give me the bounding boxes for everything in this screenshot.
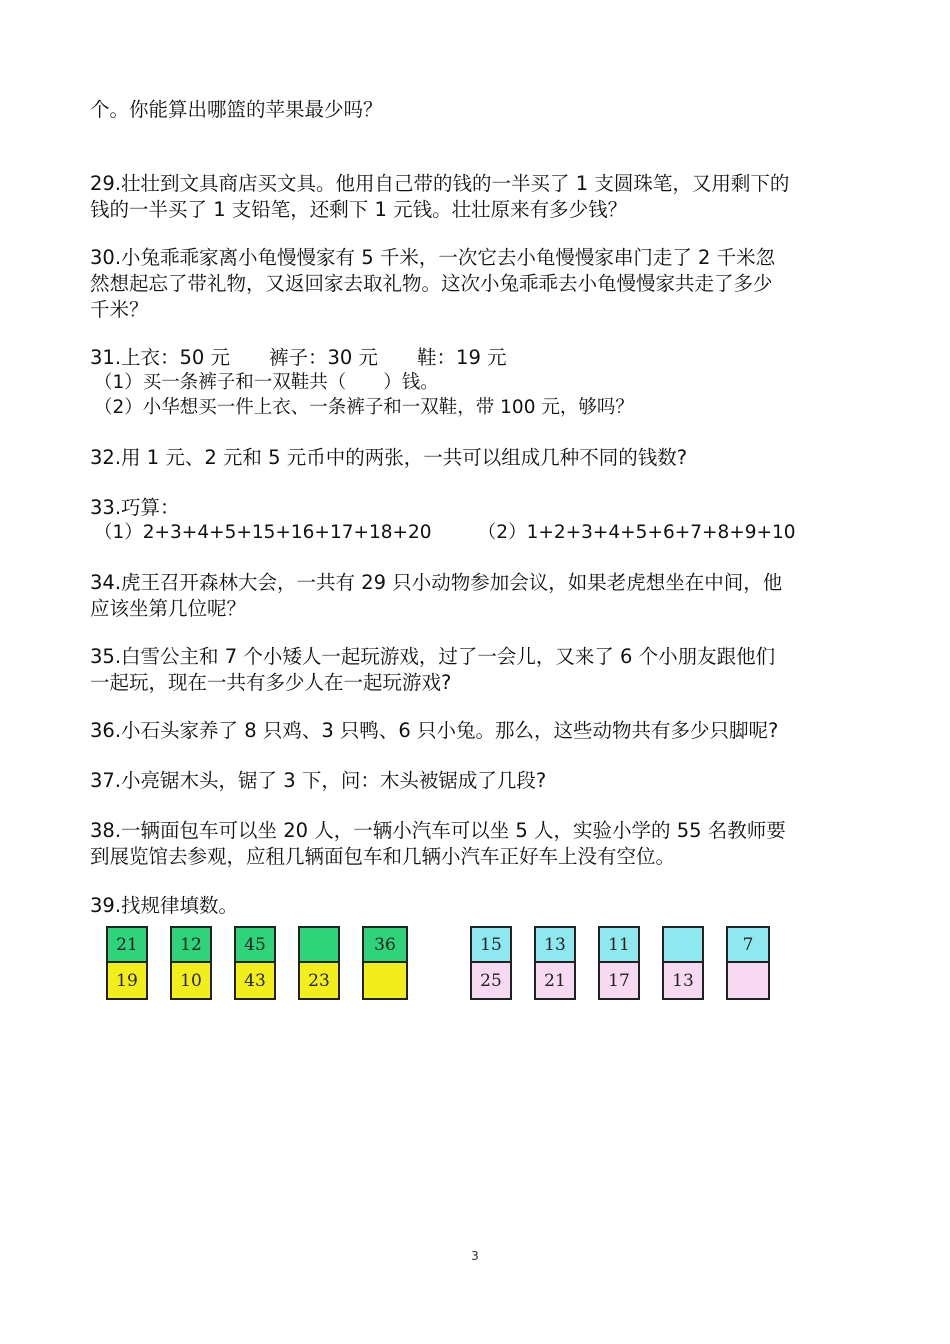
card-top-number: 15 xyxy=(472,928,510,963)
card-top-blank[interactable] xyxy=(300,928,338,963)
number-card xyxy=(470,926,512,1000)
text-line-q29-a: 29.壮壮到文具商店买文具。他用自己带的钱的一半买了 1 支圆珠笔，又用剩下的 xyxy=(90,172,790,195)
card-bottom-number: 17 xyxy=(600,963,638,998)
card-top-number: 11 xyxy=(600,928,638,963)
number-card xyxy=(298,926,340,1000)
pattern-cards-right xyxy=(470,926,772,1002)
card-top-blank[interactable] xyxy=(664,928,702,963)
card-top-number: 12 xyxy=(172,928,210,963)
text-line-q33-title: 33.巧算： xyxy=(90,496,180,519)
text-line-q35-b: 一起玩，现在一共有多少人在一起玩游戏? xyxy=(90,671,452,694)
text-line-q36: 36.小石头家养了 8 只鸡、3 只鸭、6 只小兔。那么，这些动物共有多少只脚呢? xyxy=(90,719,779,742)
card-top-number: 7 xyxy=(728,928,768,963)
text-line-q37: 37.小亮锯木头，锯了 3 下，问：木头被锯成了几段? xyxy=(90,769,547,792)
text-line-q31-part1: （1）买一条裤子和一双鞋共（ ）钱。 xyxy=(94,372,439,393)
number-card xyxy=(726,926,770,1000)
text-line-q31-prices: 31.上衣：50 元 裤子：30 元 鞋：19 元 xyxy=(90,346,507,369)
page-number: 3 xyxy=(471,1249,479,1263)
text-line-q34-b: 应该坐第几位呢？ xyxy=(90,597,247,620)
text-line-q32: 32.用 1 元、2 元和 5 元币中的两张，一共可以组成几种不同的钱数? xyxy=(90,446,688,469)
text-line-q29-b: 钱的一半买了 1 支铅笔，还剩下 1 元钱。壮壮原来有多少钱？ xyxy=(90,198,628,221)
text-line-q30-c: 千米？ xyxy=(90,298,149,321)
card-bottom-blank[interactable] xyxy=(728,963,768,998)
number-card xyxy=(534,926,576,1000)
text-line-q30-b: 然想起忘了带礼物，又返回家去取礼物。这次小兔乖乖去小龟慢慢家共走了多少 xyxy=(90,272,773,295)
card-top-number: 21 xyxy=(108,928,146,963)
card-bottom-number: 13 xyxy=(664,963,702,998)
text-line-q31-part2: （2）小华想买一件上衣、一条裤子和一双鞋，带 100 元，够吗？ xyxy=(94,397,634,418)
card-bottom-number: 21 xyxy=(536,963,574,998)
pattern-cards-left xyxy=(106,926,408,1002)
text-line-q38-a: 38.一辆面包车可以坐 20 人，一辆小汽车可以坐 5 人，实验小学的 55 名教师要 xyxy=(90,819,786,842)
card-bottom-number: 25 xyxy=(472,963,510,998)
card-top-number: 45 xyxy=(236,928,274,963)
text-line-q38-b: 到展览馆去参观，应租几辆面包车和几辆小汽车正好车上没有空位。 xyxy=(90,845,676,868)
text-line-q30-a: 30.小兔乖乖家离小龟慢慢家有 5 千米，一次它去小龟慢慢家串门走了 2 千米忽 xyxy=(90,246,776,269)
text-line-q34-a: 34.虎王召开森林大会，一共有 29 只小动物参加会议，如果老虎想坐在中间，他 xyxy=(90,571,783,594)
card-bottom-number: 43 xyxy=(236,963,274,998)
text-line-q35-a: 35.白雪公主和 7 个小矮人一起玩游戏，过了一会儿，又来了 6 个小朋友跟他们 xyxy=(90,645,776,668)
number-card xyxy=(662,926,704,1000)
number-card xyxy=(234,926,276,1000)
number-card xyxy=(362,926,408,1000)
text-line-q39-title: 39.找规律填数。 xyxy=(90,894,239,917)
text-line-q28-end: 个。你能算出哪篮的苹果最少吗？ xyxy=(90,98,383,121)
card-bottom-number: 10 xyxy=(172,963,210,998)
card-bottom-number: 19 xyxy=(108,963,146,998)
number-card xyxy=(170,926,212,1000)
number-card xyxy=(106,926,148,1000)
number-card xyxy=(598,926,640,1000)
card-bottom-number: 23 xyxy=(300,963,338,998)
card-top-number: 13 xyxy=(536,928,574,963)
card-top-number: 36 xyxy=(364,928,406,963)
card-bottom-blank[interactable] xyxy=(364,963,406,998)
text-line-q33-parts: （1）2+3+4+5+15+16+17+18+20 （2）1+2+3+4+5+6+7+8+9+10 xyxy=(94,522,796,543)
